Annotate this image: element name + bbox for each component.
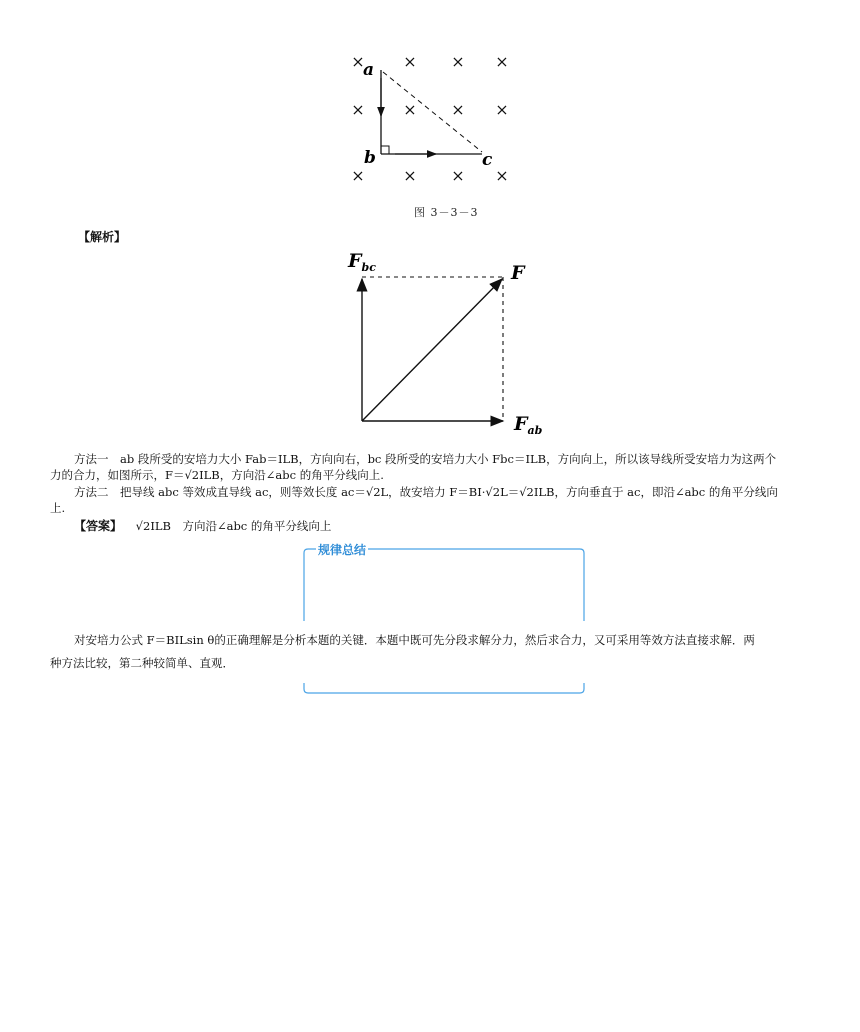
answer-label: 【答案】	[74, 519, 123, 533]
field-cross: ×	[495, 166, 509, 185]
method2-line1: 方法二 把导线 abc 等效成直导线 ac，则等效长度 ac＝√2L，故安培力 F＝BI·√2L＝√2ILB，方向垂直于 ac，即沿∠abc 的角平分线向	[74, 485, 778, 499]
right-angle-mark	[381, 146, 389, 154]
wire-field-figure	[340, 48, 530, 193]
field-cross: ×	[403, 100, 417, 119]
answer-row	[74, 518, 814, 535]
field-cross: ×	[351, 166, 365, 185]
label-b: b	[364, 148, 376, 168]
field-cross: ×	[351, 52, 365, 71]
field-cross: ×	[495, 100, 509, 119]
summary-title: 规律总结	[318, 543, 367, 557]
label-c: c	[482, 150, 493, 170]
field-cross: ×	[495, 52, 509, 71]
method2-line2: 上.	[50, 501, 66, 515]
field-cross: ×	[451, 166, 465, 185]
field-cross: ×	[403, 166, 417, 185]
summary-box-frame	[300, 543, 590, 698]
field-cross: ×	[451, 100, 465, 119]
label-Fbc: $F_{bc}$	[348, 250, 376, 274]
vector-F-resultant	[362, 279, 502, 421]
label-F: F	[511, 262, 525, 284]
method1-line1: 方法一 ab 段所受的安培力大小 Fab＝ILB，方向向右，bc 段所受的安培力大小 Fbc＝ILB，方向向上，所以该导线所受安培力为这两个	[74, 452, 777, 466]
label-Fab: $F_{ab}$	[514, 413, 543, 437]
field-cross: ×	[351, 100, 365, 119]
field-cross: ×	[403, 52, 417, 71]
label-a: a	[363, 60, 375, 80]
analysis-title: 【解析】	[78, 230, 127, 244]
summary-line2: 种方法比较，第二种较简单、直观．	[50, 656, 234, 670]
summary-line1: 对安培力公式 F＝BILsin θ的正确理解是分析本题的关键．本题中既可先分段求解分力，然后求合力，又可采用等效方法直接求解．两	[74, 633, 755, 647]
answer-text: √2ILB 方向沿∠abc 的角平分线向上	[135, 519, 332, 533]
field-cross: ×	[451, 52, 465, 71]
method1-line2: 力的合力，如图所示，F＝√2ILB，方向沿∠abc 的角平分线向上.	[50, 468, 384, 482]
force-vector-figure	[340, 245, 550, 440]
dashed-line-ac	[383, 72, 482, 152]
figure-caption: 图 3－3－3	[414, 206, 479, 219]
